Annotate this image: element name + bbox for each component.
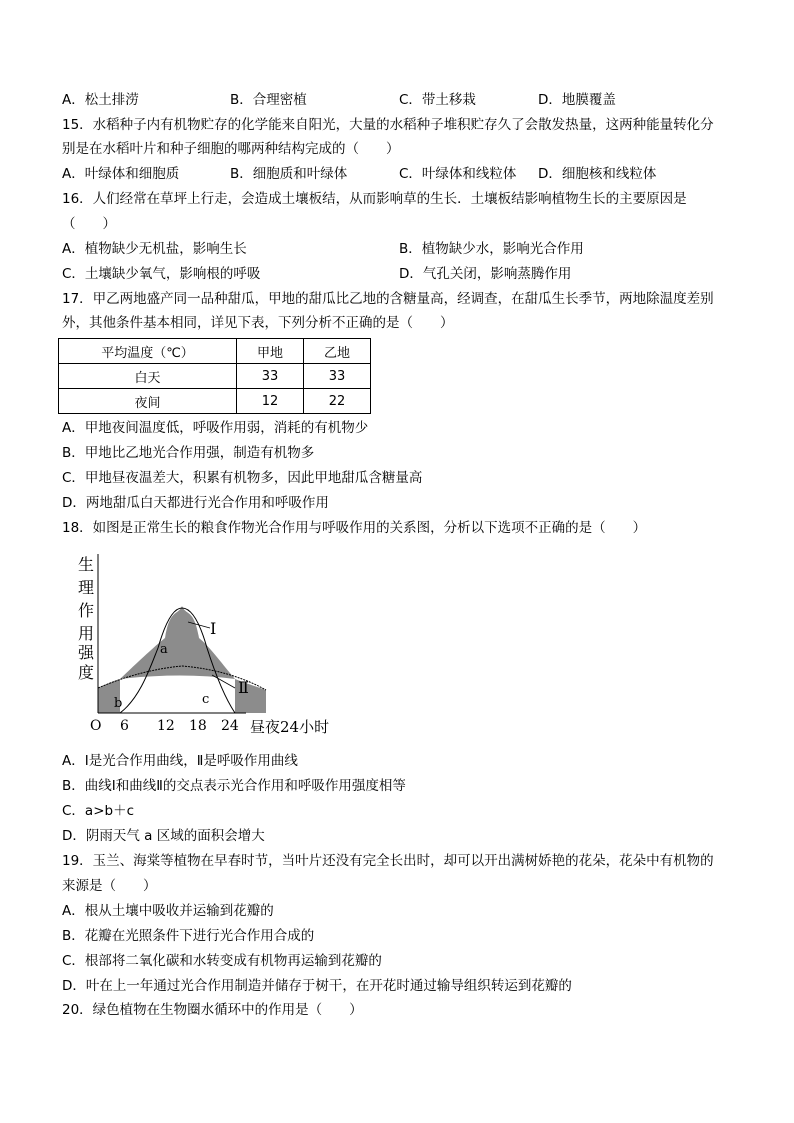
q16-stem-line2: （ ） xyxy=(62,216,116,232)
table-cell: 22 xyxy=(304,389,371,414)
table-row xyxy=(59,389,371,414)
ylabel-char: 理 xyxy=(78,578,95,597)
q17-option-a: A．甲地夜间温度低，呼吸作用弱，消耗的有机物少 xyxy=(62,420,369,436)
q19-option-b: B．花瓣在光照条件下进行光合作用合成的 xyxy=(62,928,315,944)
ylabel-char: 强 xyxy=(78,643,95,662)
curve-one-label: Ⅰ xyxy=(210,619,217,638)
x-axis-label: 昼夜24小时 xyxy=(250,718,330,736)
q19-stem-line1: 19．玉兰、海棠等植物在早春时节，当叶片还没有完全长出时，却可以开出满树娇艳的花朵，花朵中有机物的 xyxy=(62,853,714,869)
q19-option-c: C．根部将二氧化碳和水转变成有机物再运输到花瓣的 xyxy=(62,953,382,969)
q18-option-b: B．曲线Ⅰ和曲线Ⅱ的交点表示光合作用和呼吸作用强度相等 xyxy=(62,778,406,794)
photosynthesis-respiration-figure xyxy=(70,548,370,738)
q18-stem: 18．如图是正常生长的粮食作物光合作用与呼吸作用的关系图，分析以下选项不正确的是（ ） xyxy=(62,520,647,536)
tick-label: 6 xyxy=(120,718,129,734)
ylabel-char: 用 xyxy=(78,624,95,643)
q15-stem-line1: 15．水稻种子内有机物贮存的化学能来自阳光，大量的水稻种子堆积贮存久了会散发热量，这两种能量转化分 xyxy=(62,117,714,133)
ylabel-char: 生 xyxy=(78,555,95,574)
q14-option-d: D．地膜覆盖 xyxy=(538,92,616,108)
table-header-row xyxy=(59,339,371,364)
q18-option-a: A．Ⅰ是光合作用曲线，Ⅱ是呼吸作用曲线 xyxy=(62,753,298,769)
q15-option-d: D．细胞核和线粒体 xyxy=(538,166,657,182)
q16-option-d: D．气孔关闭，影响蒸腾作用 xyxy=(399,266,572,282)
q14-option-b: B．合理密植 xyxy=(230,92,307,108)
q16-option-a: A．植物缺少无机盐，影响生长 xyxy=(62,241,247,257)
region-a-label: a xyxy=(160,642,168,657)
region-b-label: b xyxy=(114,696,123,711)
q15-option-c: C．叶绿体和线粒体 xyxy=(399,166,517,182)
q17-option-b: B．甲地比乙地光合作用强，制造有机物多 xyxy=(62,445,315,461)
tick-label: 24 xyxy=(221,718,239,734)
q14-option-a: A．松土排涝 xyxy=(62,92,139,108)
q19-option-d: D．叶在上一年通过光合作用制造并储存于树干，在开花时通过输导组织转运到花瓣的 xyxy=(62,978,572,994)
table-cell: 33 xyxy=(304,364,371,389)
region-a-shading xyxy=(120,606,235,679)
table-row xyxy=(59,364,371,389)
q15-option-b: B．细胞质和叶绿体 xyxy=(230,166,348,182)
curve-two-label: Ⅱ xyxy=(238,678,249,697)
table-cell: 夜间 xyxy=(59,389,237,414)
q19-option-a: A．根从土壤中吸收并运输到花瓣的 xyxy=(62,903,274,919)
table-cell: 白天 xyxy=(59,364,237,389)
table-cell: 12 xyxy=(237,389,304,414)
table-header-cell: 乙地 xyxy=(304,339,371,364)
q16-stem-line1: 16．人们经常在草坪上行走，会造成土壤板结，从而影响草的生长．土壤板结影响植物生长的主要原因是 xyxy=(62,191,687,207)
q16-option-c: C．土壤缺少氧气，影响根的呼吸 xyxy=(62,266,261,282)
q17-option-d: D．两地甜瓜白天都进行光合作用和呼吸作用 xyxy=(62,495,329,511)
region-c-label: c xyxy=(202,692,210,707)
ylabel-char: 度 xyxy=(78,663,95,682)
q15-stem-line2: 别是在水稻叶片和种子细胞的哪两种结构完成的（ ） xyxy=(62,141,400,157)
tick-label: O xyxy=(90,718,102,734)
q20-stem: 20．绿色植物在生物圈水循环中的作用是（ ） xyxy=(62,1002,363,1018)
tick-label: 12 xyxy=(157,718,175,734)
q18-option-c: C．a>b＋c xyxy=(62,803,135,819)
q18-option-d: D．阴雨天气 a 区域的面积会增大 xyxy=(62,828,265,844)
q17-stem-line1: 17．甲乙两地盛产同一品种甜瓜，甲地的甜瓜比乙地的含糖量高，经调查，在甜瓜生长季节，两地除温度差别 xyxy=(62,291,714,307)
table-cell: 33 xyxy=(237,364,304,389)
temperature-table xyxy=(58,338,371,414)
q16-option-b: B．植物缺少水，影响光合作用 xyxy=(399,241,584,257)
q19-stem-line2: 来源是（ ） xyxy=(62,878,157,894)
q17-option-c: C．甲地昼夜温差大，积累有机物多，因此甲地甜瓜含糖量高 xyxy=(62,470,423,486)
q17-stem-line2: 外，其他条件基本相同，详见下表，下列分析不正确的是（ ） xyxy=(62,315,454,331)
q15-option-a: A．叶绿体和细胞质 xyxy=(62,166,180,182)
table-header-cell: 甲地 xyxy=(237,339,304,364)
ylabel-char: 作 xyxy=(78,601,95,620)
table-header-cell: 平均温度（℃） xyxy=(59,339,237,364)
q14-option-c: C．带土移栽 xyxy=(399,92,476,108)
tick-label: 18 xyxy=(189,718,207,734)
